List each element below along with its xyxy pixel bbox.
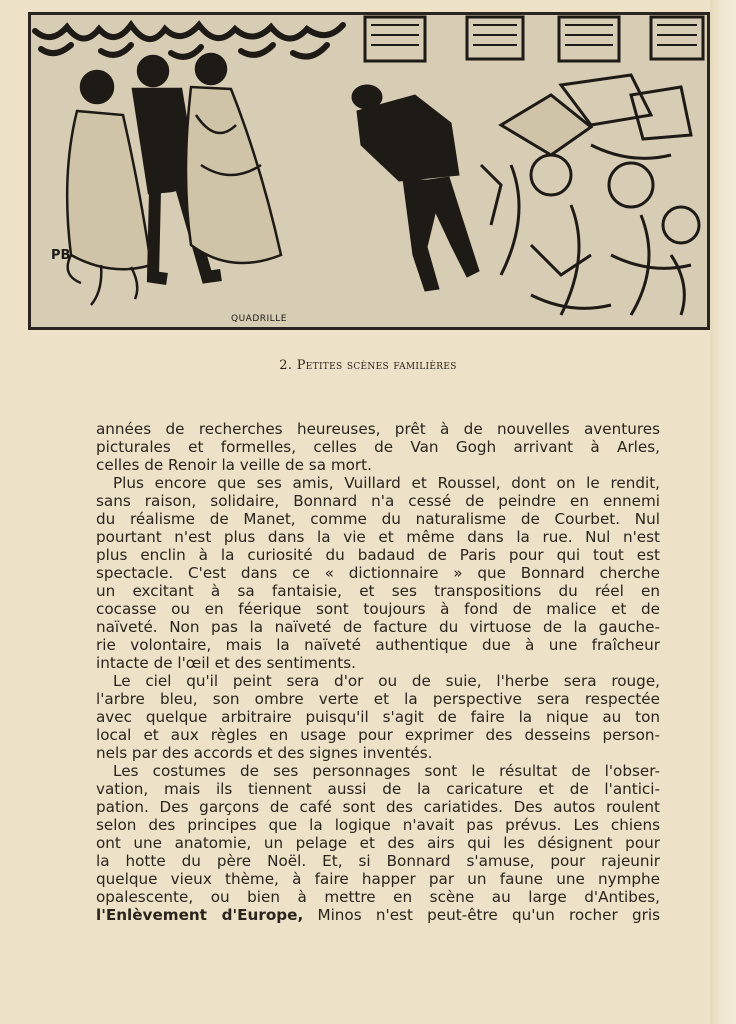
text-line-final	[96, 906, 660, 924]
text-line: pourtant n'est plus dans la vie et même dans la rue. Nul n'est	[96, 528, 660, 546]
text-line: spectacle. C'est dans ce « dictionnaire » que Bonnard cherche	[96, 564, 660, 582]
text-line: sans raison, solidaire, Bonnard n'a cessé de peindre en ennemi	[96, 492, 660, 510]
text-line: nels par des accords et des signes inventés.	[96, 744, 433, 762]
text-line: picturales et formelles, celles de Van Gogh arrivant à Arles,	[96, 438, 660, 456]
text-line: quelque vieux thème, à faire happer par un faune une nymphe	[96, 870, 660, 888]
page-edge	[710, 0, 736, 1024]
text-line: cocasse ou en féerique sont toujours à fond de malice et de	[96, 600, 660, 618]
text-line: avec quelque arbitraire puisqu'il s'agit de faire la nique au ton	[96, 708, 660, 726]
text-line: rie volontaire, mais la naïveté authentique due à une fraîcheur	[96, 636, 660, 654]
text-line: celles de Renoir la veille de sa mort.	[96, 456, 372, 474]
text-line: ont une anatomie, un pelage et des airs qui les désignent pour	[96, 834, 660, 852]
body-text	[96, 420, 660, 924]
caption-title: Petites scènes familières	[296, 358, 457, 373]
text-line: selon des principes que la logique n'avait pas prévus. Les chiens	[96, 816, 660, 834]
text-line: Plus encore que ses amis, Vuillard et Roussel, dont on le rendit,	[113, 474, 660, 492]
text-line: la hotte du père Noël. Et, si Bonnard s'amuse, pour rajeunir	[96, 852, 660, 870]
artist-signature: PB	[51, 248, 71, 263]
text-line: Le ciel qu'il peint sera d'or ou de suie, l'herbe sera rouge,	[113, 672, 660, 690]
text-line: naïveté. Non pas la naïveté de facture du virtuose de la gauche-	[96, 618, 660, 636]
text-line: opalescente, ou bien à mettre en scène au large d'Antibes,	[96, 888, 660, 906]
text-line-rest: Minos n'est peut-être qu'un rocher gris	[303, 906, 660, 924]
quadrille-illustration	[28, 12, 710, 330]
text-line: un excitant à sa fantaisie, et ses transpositions du réel en	[96, 582, 660, 600]
text-line: l'arbre bleu, son ombre verte et la perspective sera respectée	[96, 690, 660, 708]
text-line: local et aux règles en usage pour exprimer des desseins person-	[96, 726, 660, 744]
artwork-title: l'Enlèvement d'Europe,	[96, 906, 304, 924]
text-line: années de recherches heureuses, prêt à de nouvelles aventures	[96, 420, 660, 438]
illustration-title: QUADRILLE	[231, 314, 287, 324]
text-line: pation. Des garçons de café sont des cariatides. Des autos roulent	[96, 798, 660, 816]
text-line: vation, mais ils tiennent aussi de la caricature et de l'antici-	[96, 780, 660, 798]
text-line: du réalisme de Manet, comme du naturalisme de Courbet. Nul	[96, 510, 660, 528]
text-line: intacte de l'œil et des sentiments.	[96, 654, 356, 672]
text-line: plus enclin à la curiosité du badaud de Paris pour qui tout est	[96, 546, 660, 564]
caption-number: 2.	[279, 358, 293, 373]
figure-caption	[0, 358, 736, 373]
text-line: Les costumes de ses personnages sont le résultat de l'obser-	[113, 762, 660, 780]
